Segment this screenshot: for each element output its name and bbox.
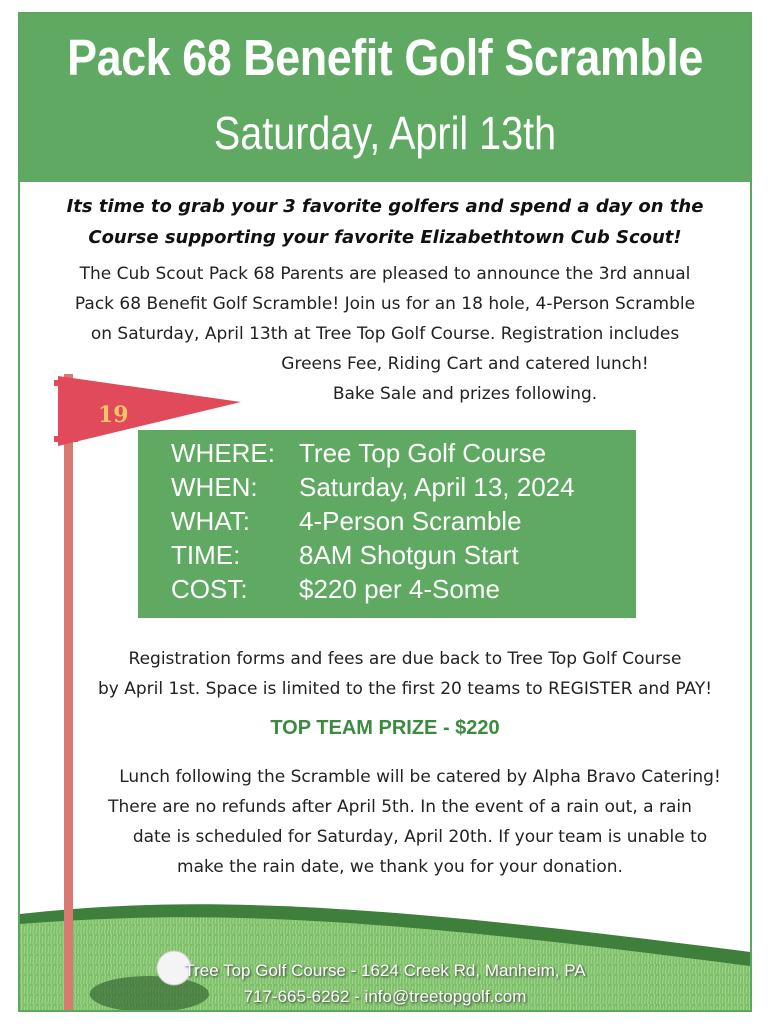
details-key: WHAT:	[171, 506, 250, 536]
details-value: Saturday, April 13, 2024	[299, 472, 575, 502]
intro-text	[20, 191, 750, 253]
announcement-line-2: Pack 68 Benefit Golf Scramble! Join us for an 18 hole, 4-Person Scramble	[74, 294, 696, 314]
registration-line-1: Registration forms and fees are due back to Tree Top Golf Course	[128, 649, 682, 669]
flyer	[18, 12, 752, 1012]
header-banner	[20, 14, 750, 182]
details-key: COST:	[171, 574, 248, 604]
closing-line-3: date is scheduled for Saturday, April 20th. If your team is unable to	[132, 827, 708, 847]
details-value: 4-Person Scramble	[299, 506, 522, 536]
golf-flag	[36, 364, 256, 1012]
details-key: WHEN:	[171, 472, 258, 502]
closing-line-4: make the rain date, we thank you for your donation.	[177, 857, 623, 877]
flag-number: 19	[98, 402, 129, 428]
flag-pennant	[58, 376, 241, 446]
details-value: Tree Top Golf Course	[299, 438, 547, 468]
page-title: Pack 68 Benefit Golf Scramble	[67, 29, 703, 86]
flag-pole	[64, 374, 73, 1012]
event-date-subtitle: Saturday, April 13th	[213, 107, 557, 159]
top-team-prize: TOP TEAM PRIZE - $220	[270, 717, 500, 739]
registration-line-2: by April 1st. Space is limited to the first 20 teams to REGISTER and PAY!	[97, 679, 713, 699]
intro-line-1: Its time to grab your 3 favorite golfers and spend a day on the	[66, 196, 704, 217]
intro-line-2: Course supporting your favorite Elizabethtown Cub Scout!	[88, 227, 682, 248]
announcement-line-4: Greens Fee, Riding Cart and catered lunch!	[281, 354, 649, 374]
details-key: TIME:	[171, 540, 241, 570]
footer-address: Tree Top Golf Course - 1624 Creek Rd, Manheim, PA	[184, 961, 586, 980]
announcement-line-3: on Saturday, April 13th at Tree Top Golf Course. Registration includes	[90, 324, 680, 344]
footer-phone-email: 717-665-6262 - info@treetopgolf.com	[243, 987, 527, 1006]
closing-line-1: Lunch following the Scramble will be catered by Alpha Bravo Catering!	[119, 767, 721, 787]
footer-contact	[20, 958, 750, 1010]
details-key: WHERE:	[171, 438, 275, 468]
announcement-line-1: The Cub Scout Pack 68 Parents are pleased to announce the 3rd annual	[79, 264, 691, 284]
details-value: 8AM Shotgun Start	[299, 540, 519, 570]
details-value: $220 per 4-Some	[299, 574, 500, 604]
closing-line-2: There are no refunds after April 5th. In the event of a rain out, a rain	[108, 797, 692, 817]
announcement-line-5: Bake Sale and prizes following.	[332, 384, 598, 404]
